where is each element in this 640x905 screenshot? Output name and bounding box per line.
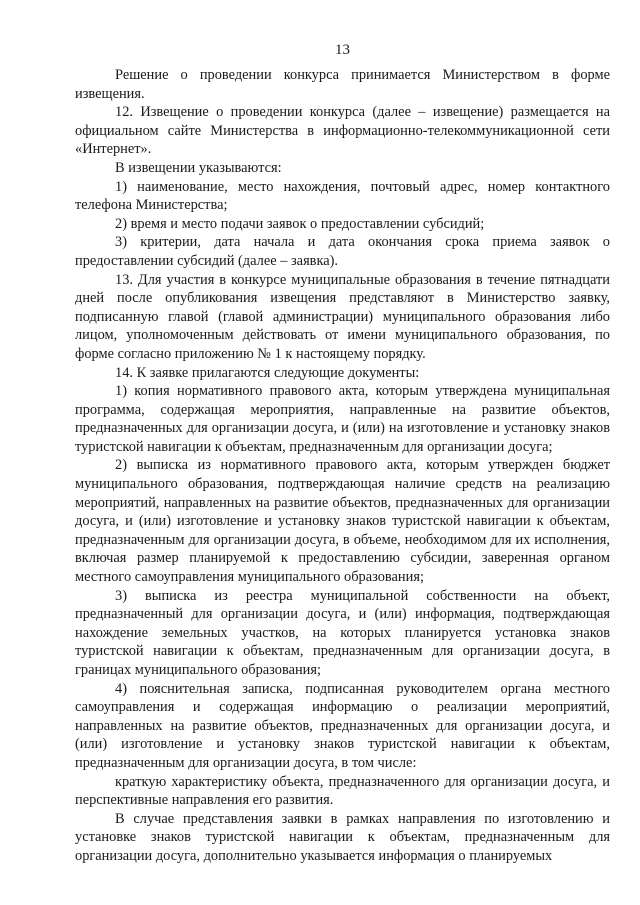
paragraph-doc-item-4: 4) пояснительная записка, подписанная руководителем органа местного самоуправления и содержащая информацию о реализации мероприятий, направленных на развитие объектов, предназначенных для организации досуга, и (или) изготовление и установку знаков туристской навигации к объектам, предназначенным для организации досуга, в том числе: [75, 680, 610, 771]
paragraph-item-14: 14. К заявке прилагаются следующие документы: [115, 364, 420, 381]
paragraph-notice-item-3: 3) критерии, дата начала и дата окончания срока приема заявок о предоставлении субсидий (далее – заявка). [75, 234, 610, 269]
paragraph-doc-item-3: 3) выписка из реестра муниципальной собственности на объект, предназначенный для организации досуга, и (или) информация, подтверждающая нахождение земельных участков, на которых планируется установка знаков туристской навигации к объектам, предназначенным для организации досуга, в границах муниципального образования; [75, 587, 610, 678]
paragraph-doc-item-1: 1) копия нормативного правового акта, которым утверждена муниципальная программа, содержащая мероприятия, направленные на развитие объектов, предназначенных для организации досуга, и (или) на изготовление и установку знаков туристской навигации к объектам, предназначенным для организации досуга; [75, 383, 610, 455]
paragraph-notice-intro: В извещении указываются: [115, 159, 282, 176]
paragraph-navigation-case: В случае представления заявки в рамках направления по изготовлению и установке знаков туристской навигации к объектам, предназначенным для организации досуга, дополнительно указывается информация о планируемых [75, 810, 610, 864]
page-number: 13 [335, 42, 350, 58]
paragraph-notice-item-1: 1) наименование, место нахождения, почтовый адрес, номер контактного телефона Министерства; [75, 178, 610, 214]
paragraph-item-12: 12. Извещение о проведении конкурса (далее – извещение) размещается на официальном сайте Министерства в информационно-телекоммуникационной сети «Интернет». [75, 104, 610, 158]
paragraph-doc-item-2: 2) выписка из нормативного правового акта, которым утвержден бюджет муниципального образования, подтверждающая наличие средств на реализацию мероприятий, направленных на развитие объектов, предназначенных для организации досуга, и (или) изготовление и установку знаков туристской навигации к объектам, предназначенным для организации досуга, в объеме, необходимом для их исполнения, включая размер планируемой к предоставлению субсидии, заверенная органом местного самоуправления муниципального образования; [75, 457, 610, 586]
paragraph-notice-item-2: 2) время и место подачи заявок о предоставлении субсидий; [115, 215, 485, 232]
paragraph-decision: Решение о проведении конкурса принимается Министерством в форме извещения. [75, 67, 610, 102]
paragraph-item-13: 13. Для участия в конкурсе муниципальные образования в течение пятнадцати дней после опубликования извещения представляют в Министерство заявку, подписанную главой (главой администрации) муниципального образования либо лицом, уполномоченным действовать от имени муниципального образования, по форме согласно приложению № 1 к настоящему порядку. [75, 271, 610, 362]
document-body [75, 66, 610, 866]
paragraph-characteristic: краткую характеристику объекта, предназначенного для организации досуга, и перспективные направления его развития. [75, 773, 610, 809]
